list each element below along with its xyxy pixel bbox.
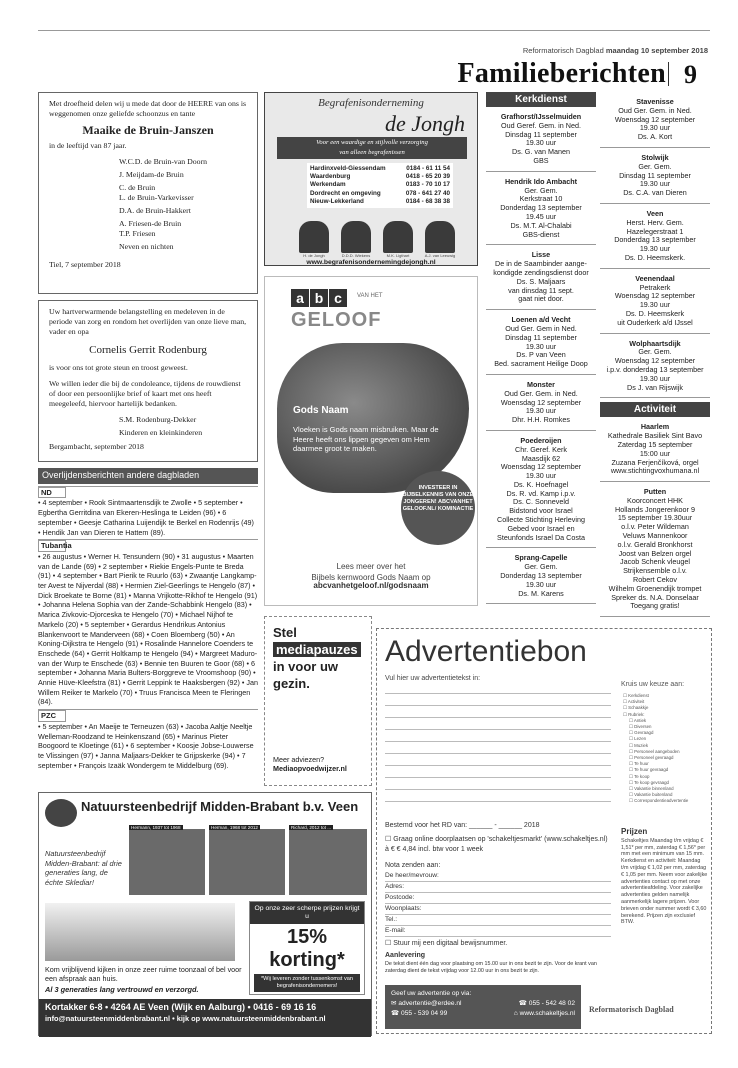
death-notice-bruin <box>38 92 258 294</box>
service-line: Chr. Geref. Kerk <box>515 444 567 454</box>
service-line: i.p.v. donderdag 13 september <box>606 364 704 374</box>
church-services-column-2 <box>600 92 710 617</box>
form-details <box>385 821 611 975</box>
service-entry <box>600 204 710 269</box>
signatory: A. Friesen-de Bruin <box>119 219 182 228</box>
deceased-name: Cornelis Gerrit Rodenburg <box>89 344 207 356</box>
service-place: Sprang-Capelle <box>514 553 568 563</box>
promo-note: *Wij leveren zonder tussenkomst van begrafenisondernemers! <box>254 974 360 992</box>
location-row: Nieuw-Lekkerland 0184 - 68 38 38 <box>310 197 450 205</box>
location-row: Werkendam 0183 - 70 10 17 <box>310 181 450 189</box>
service-line: Oud Ger. Gem in Ned. <box>505 323 577 333</box>
service-line: kondigde zendingsdienst door <box>493 267 589 277</box>
stonemason-logo-icon <box>45 799 77 827</box>
online-checkbox[interactable]: ☐ Graag online doorplaatsen op 'schakeltjesmarkt' (www.schakeltjes.nl) à € € 4,84 incl. btw voor 1 week <box>385 836 608 853</box>
deceased-name: Maaike de Bruin-Janszen <box>82 123 214 137</box>
rubriek-option[interactable]: ☐ Te huur gevraagd <box>629 767 669 773</box>
form-field[interactable]: E-mail: <box>385 926 611 937</box>
more-line-1: Lees meer over het <box>336 562 406 571</box>
service-line: 15 september 19.30uur <box>617 513 693 523</box>
service-line: Oud Geref. Gem. in Ned. <box>501 120 581 130</box>
service-line: Joost van Belzen orgel <box>618 548 692 558</box>
section-title: Familieberichten <box>457 58 666 89</box>
ad-slogan: Natuursteenbedrijf Midden-Brabant: al drie generaties lang, de échte Sklediar! <box>45 849 122 887</box>
form-field[interactable]: Woonplaats: <box>385 904 611 915</box>
service-place: Grafhorst/IJsselmuiden <box>500 112 582 121</box>
service-place: Stavenisse <box>636 97 674 106</box>
service-line: Ds. M. Karens <box>518 588 564 598</box>
photo-caption: Richard, 2012 tot ... <box>291 825 332 830</box>
media-url[interactable]: Mediaopvoedwijzer.nl <box>273 764 347 773</box>
photo-herman <box>209 829 285 895</box>
signatory: Kinderen en kleinkinderen <box>119 428 203 437</box>
signatory: W.C.D. de Bruin-van Doorn <box>119 157 208 166</box>
region-label: ND <box>38 486 258 499</box>
service-line: Ds J. van Rijswijk <box>627 382 683 392</box>
choice-list <box>623 693 709 805</box>
region-label: Tubantia <box>38 539 258 552</box>
rubriek-option[interactable]: ☐ Correspondentieadvertentie <box>629 798 689 804</box>
service-line: Zuzana Ferjenčíková, orgel <box>611 457 699 467</box>
service-line: Hollands Jongerenkoor 9 <box>615 504 695 514</box>
header-publication-date: Reformatorisch Dagblad maandag 10 september 2018 <box>522 46 708 55</box>
signatory: T.P. Friesen <box>119 229 156 238</box>
kerkdienst-heading: Kerkdienst <box>486 92 596 107</box>
service-line: 19.30 uur <box>639 244 671 254</box>
ad-text-line[interactable] <box>385 801 611 802</box>
service-place: Wolphaartsdijk <box>629 338 681 348</box>
service-line: 15:00 uur <box>639 448 671 458</box>
choice-option[interactable]: ☐ Rubriek: <box>623 711 645 717</box>
service-line: Woensdag 12 september <box>500 397 582 407</box>
service-line: Donderdag 13 september <box>500 203 582 213</box>
choice-option[interactable]: ☐ Schaakkje <box>623 705 649 711</box>
logo-letter: a <box>291 289 309 307</box>
service-place: Putten <box>643 487 667 497</box>
service-line: Ger. Gem. <box>638 161 672 171</box>
ad-text-line[interactable] <box>385 717 611 718</box>
service-line: 19.30 uur <box>639 123 671 133</box>
service-place: Loenen a/d Vecht <box>511 315 571 325</box>
service-line: Donderdag 13 september <box>500 571 582 581</box>
service-line: 19.45 uur <box>525 211 557 221</box>
service-line: GBS <box>533 155 549 165</box>
tagline-1: Voor een waardige en stijlvolle verzorging <box>316 139 428 146</box>
service-entry <box>486 172 596 246</box>
form-field[interactable]: De heer/mevrouw: <box>385 871 611 882</box>
service-entry <box>600 269 710 334</box>
prices-text: Schakeltjes Maandag t/m vrijdag € 1,51* per mm, zaterdag € 1,56* per mm met een minimum van 15 mm. Kerkdienst en activiteit: Maandag t/m vrijdag € 1,02 per mm, zaterdag € 1,05 per mm. Neem voor zakelijke advertenties contact op met onze advertentieafdeling. Voor zakelijke advertenties gelden namelijk aanmerkelijk lagere prijzen. Voor brieven onder nummer wordt € 3,60 berekend. Prijzen zijn exclusief BTW. <box>621 837 708 926</box>
service-line: Oud Ger. Gem. in Ned. <box>504 388 578 398</box>
logo-letter: b <box>310 289 328 307</box>
service-line: 19.30 uur <box>525 579 557 589</box>
logo-geloof: GELOOF <box>291 309 382 331</box>
person-caption: D.D.D. Wiekens <box>341 253 371 258</box>
service-place: Poederoijen <box>520 435 562 445</box>
service-place: Veen <box>646 208 664 218</box>
media-line-3: in voor uw <box>273 659 338 674</box>
ad-tagline <box>277 137 467 159</box>
contact-heading: Geef uw advertentie op via: <box>391 990 472 997</box>
photo-richard <box>289 829 367 895</box>
service-entry <box>486 107 596 172</box>
service-line: Woensdag 12 september <box>500 462 582 472</box>
signatory: J. Meijdam-de Bruin <box>119 170 184 179</box>
service-line: GBS-dienst <box>522 229 560 239</box>
service-line: 19.30 uur <box>639 179 671 189</box>
service-line: 19.30 uur <box>639 373 671 383</box>
signatory: L. de Bruin-Varkevisser <box>119 193 194 202</box>
church-services-column <box>486 92 596 604</box>
service-line: Ds. R. vd. Kamp i.p.v. <box>506 488 576 498</box>
gravestones-image <box>45 903 235 961</box>
ad-title: Natuursteenbedrijf Midden-Brabant b.v. Veen <box>81 799 359 814</box>
media-question <box>273 755 347 773</box>
tagline-2: van alleen begrafenissen <box>339 149 405 156</box>
natuursteen-ad <box>38 792 372 1036</box>
service-entry <box>600 417 710 482</box>
obituaries-other-papers <box>38 468 258 770</box>
service-entry <box>486 310 596 375</box>
abc-url[interactable]: abcvanhetgeloof.nl/godsnaam <box>313 581 429 590</box>
locations-table <box>307 163 453 208</box>
form-instruction: Vul hier uw advertentietekst in: <box>385 675 481 682</box>
service-entry <box>486 375 596 431</box>
service-line: Dinsdag 11 september <box>505 332 577 342</box>
activiteit-heading: Activiteit <box>600 402 710 417</box>
service-line: Gebed voor Israel en <box>507 523 575 533</box>
service-line: www.stichtingvoxhumana.nl <box>610 466 700 476</box>
notice-intro: Uw hartverwarmende belangstelling en medeleven in de periode van zorg en rondom het overlijden van onze lieve man, vader en opa <box>49 307 247 336</box>
notice-line: is voor ons tot grote steun en troost geweest. <box>49 363 188 372</box>
person-caption: A.J. van Leeuwig <box>424 253 456 258</box>
footer-links[interactable]: info@natuursteenmiddenbrabant.nl • kijk op www.natuursteenmiddenbrabant.nl <box>45 1014 326 1023</box>
notice-place-date: Tiel, 7 september 2018 <box>49 260 121 269</box>
rubriek-option[interactable]: ☐ Te huur <box>629 761 649 767</box>
ad-text-line[interactable] <box>385 729 611 730</box>
service-line: Oud Ger. Gem. in Ned. <box>618 105 692 115</box>
logo-letter: c <box>329 289 347 307</box>
service-place: Lisse <box>531 250 551 260</box>
obituaries-heading: Overlijdensberichten andere dagbladen <box>38 468 258 484</box>
service-line: 19.30 uur <box>525 471 557 481</box>
ad-company-name: de Jongh <box>384 111 465 136</box>
logo-van-het: VAN HET <box>357 293 383 299</box>
notice-signatories <box>49 157 247 252</box>
service-line: Ger. Gem. <box>638 347 672 357</box>
service-line: Wilhelm Groenendijk trompet <box>608 583 702 593</box>
service-line: o.l.v. Gerald Bronkhorst <box>617 539 693 549</box>
signatory: Neven en nichten <box>119 242 174 251</box>
thanks-notice-rodenburg <box>38 300 258 462</box>
ad-text-line[interactable] <box>385 777 611 778</box>
advertisement-form <box>376 628 712 1034</box>
region-text: • 5 september • An Maeije te Terneuzen (63) • Jacoba Aaltje Neeltje Welleman-Roodzand te Heinkenszand (65) • Marinus Pieter Boogoord te Kloetinge (61) • 6 september • Koosje Jobse-Louwerse te Vlissingen (97) • Janna Maljaars-Dekker te Grijpskerke (94) • 7 september • François Izaäk Wondergem te Middelburg (69). <box>38 721 254 770</box>
person-photo <box>425 221 455 253</box>
region-label: PZC <box>38 709 258 722</box>
signatory: D.A. de Bruin-Hakkert <box>119 206 191 215</box>
service-line: gaat niet door. <box>518 294 564 304</box>
aanlevering-text: De tekst dient één dag voor plaatsing om 15.00 uur in ons bezit te zijn. Voor de krant van zaterdag dient de tekst vrijdag voor 12.00 uur in ons bezit te zijn. <box>385 961 597 974</box>
service-line: Ds. A. Kort <box>637 132 673 142</box>
service-place: Haarlem <box>640 422 670 432</box>
service-line: Ds. S. Maljaars <box>516 276 566 286</box>
service-line: 19.30 uur <box>639 300 671 310</box>
service-line: Hazelegerstraat 1 <box>626 226 684 236</box>
contact-row <box>391 999 575 1009</box>
rd-logo: Reformatorisch Dagblad <box>589 1005 674 1014</box>
media-line-2: mediapauzes <box>273 642 361 657</box>
service-line: Bed. sacrament Heilige Doop <box>494 359 588 369</box>
ad-generations: Al 3 generaties lang vertrouwd en verzorgd. <box>45 985 199 994</box>
form-field[interactable]: Postcode: <box>385 893 611 904</box>
notice-signatories <box>49 415 247 438</box>
service-entry <box>600 334 710 399</box>
service-line: Ds. M.T. Al-Chalabi <box>510 220 572 230</box>
service-line: Woensdag 12 september <box>614 291 696 301</box>
ad-text-line[interactable] <box>385 789 611 790</box>
service-line: 19.30 uur <box>525 138 557 148</box>
service-line: Donderdag 13 september <box>614 235 696 245</box>
service-line: Koorconcert HHK <box>627 495 683 505</box>
service-line: Dinsdag 11 september <box>619 170 691 180</box>
rubriek-option[interactable]: ☐ Gevraagd <box>629 730 654 736</box>
service-place: Veenendaal <box>635 273 675 283</box>
rubriek-option[interactable]: ☐ Lezen <box>629 736 647 742</box>
invest-badge: INVESTEER IN BIJBELKENNIS VAN ONZE JONGEREN! ABCVANHET GELOOF.NL/ KOMINACTIE <box>401 471 475 545</box>
rubriek-option[interactable]: ☐ Vakantie buitenland <box>629 792 673 798</box>
service-line: o.l.v. Peter Wildeman <box>621 522 689 532</box>
notice-line: We willen ieder die bij de condoleance, tijdens de rouwdienst of door een persoonlijke brief of kaart met ons heeft meegeleefd, hiervoor hartelijk bedanken. <box>49 379 241 408</box>
ad-title: Begrafenisonderneming <box>318 97 424 109</box>
rubriek-option[interactable]: ☐ Diversen <box>629 724 652 730</box>
web-link[interactable]: ⌂ www.schakeltjes.nl <box>513 1010 575 1017</box>
rubriek-option[interactable]: ☐ Vakantie binnenland <box>629 786 674 792</box>
service-line: Herst. Herv. Gem. <box>626 217 684 227</box>
person-caption: H. de Jongh <box>303 253 325 258</box>
rubriek-option[interactable]: ☐ Antiek <box>629 717 647 723</box>
service-line: Dhr. H.H. Romkes <box>512 415 570 425</box>
service-place: Monster <box>527 379 555 389</box>
region-text: • 4 september • Rook Sintmaartensdijk te Zwolle • 5 september • Egbertha Gerritdina van Ekeren-Heslinga te Leiden (96) • 6 september • Geesje Catharina Luijendijk te Berkel en Rodenrijs (49) • Hendik Jan van Dieren te Hattem (89). <box>38 498 254 537</box>
person-photo <box>299 221 329 253</box>
service-line: Bidstond voor Israel <box>509 506 573 516</box>
choice-heading: Kruis uw keuze aan: <box>621 681 685 688</box>
service-line: Ds. G. van Manen <box>512 147 570 157</box>
rubriek-option[interactable]: ☐ Te koop gevraagd <box>629 779 669 785</box>
service-line: Ger. Gem. <box>524 562 558 572</box>
ad-text-line[interactable] <box>385 753 611 754</box>
service-entry <box>486 245 596 310</box>
region-text: • 26 augustus • Werner H. Tensundern (90) • 31 augustus • Maarten van de Lande (69) • 2 september • Riekie Engels-Punte te Breda (91) • 4 september • Bart Pierik te Ruurlo (63) • Zwaantje Langkamp-ter Avest te Nijverdal (88) • Hermien Ziel-Geerlings te Hengelo (87) • Dick Broekate te Borne (81) • Manna Vrijkotte-Rikhof te Hengelo (91) • Johanna Helena Sophia van der Zande-Schabbink Hengelo (83) • Marica Zivkovic-Djorceska te Hengelo (70) • Michael Nijhof te Markelo (20) • 5 september • Gerardus Hendrikus Antonius Blankenvoort te Manderveen (68) • Coen Bloemberg (50) • An Koning-Dijkstra te Hengelo (91) • Rosalinde Hannelore Coenders te Enschede (64) • Gerrit Holtkamp te Hengelo (94) • Margreet Maduro-van der Wurp te Enschede (63) • Bennie ten Buuren te Goor (68) • 6 september • Johanna Maria Bulters-Borggreve te Vroomshoop (90) • Annie Hüve-Kleefstra (81) • Gerrit Leppink te Haaksbergen (92) • Jan Willem Reiker te Markelo (70) • Truus Francisca Meen te Fleringen (84). <box>38 551 258 707</box>
rubriek-option[interactable]: ☐ Muziek <box>629 742 649 748</box>
abc-more <box>265 561 477 583</box>
service-entry <box>600 92 710 148</box>
location-row: Hardinxveld-Giessendam 0184 - 61 11 54 <box>310 165 450 172</box>
photo-caption: Hermann, 1937 tot 1968 <box>131 825 181 830</box>
service-line: Petrakerk <box>639 282 671 292</box>
media-q1: Meer adviezen? <box>273 755 325 764</box>
photo-hermann <box>129 829 205 895</box>
service-line: Ds. C. Sonneveld <box>513 497 569 507</box>
service-line: Maasdijk 62 <box>521 453 561 463</box>
promo-top: Op onze zeer scherpe prijzen krijgt u <box>250 902 364 924</box>
prices-heading: Prijzen <box>621 827 648 836</box>
page-number: 9 <box>684 60 697 89</box>
phone-link[interactable]: ☎ 055 - 539 04 99 <box>391 1010 448 1017</box>
notice-place-date: Bergambacht, september 2018 <box>49 442 144 451</box>
ad-text-line[interactable] <box>385 765 611 766</box>
service-place: Hendrik Ido Ambacht <box>504 176 577 186</box>
footer-address: Kortakker 6-8 • 4264 AE Veen (Wijk en Aalburg) • 0416 - 69 16 16 <box>45 1002 317 1012</box>
photo-caption: Herman, 1968 tot 2012 <box>211 825 258 830</box>
service-line: Strijkensemble o.l.v. <box>623 566 687 576</box>
media-line-1: Stel <box>273 625 297 640</box>
service-entry <box>600 148 710 204</box>
proof-checkbox[interactable]: ☐ Stuur mij een digitaal bewijsnummer. <box>385 940 508 947</box>
service-line: Ds. D. Heemskerk. <box>624 252 686 262</box>
person-caption: M.K. Ligthart <box>386 253 410 258</box>
service-line: Robert Cekov <box>633 575 677 585</box>
aanlevering-heading: Aanlevering <box>385 952 426 959</box>
rubriek-option[interactable]: ☐ Personeel gevraagd <box>629 755 674 761</box>
media-line-4: gezin. <box>273 676 310 691</box>
service-line: Spreker ds. N.A. Donselaar <box>611 592 699 602</box>
ad-footer <box>39 999 371 1037</box>
form-title: Advertentiebon <box>385 635 587 668</box>
person-photo <box>341 221 371 253</box>
service-entry <box>486 431 596 549</box>
top-rule <box>38 30 710 31</box>
service-line: Jacob Schenk vleugel <box>620 557 690 567</box>
notice-intro: Met droefheid delen wij u mede dat door de HEERE van ons is weggenomen onze geliefde schoonzus en tante <box>49 99 247 118</box>
service-line: Kathedrale Basiliek Sint Bavo <box>607 431 703 441</box>
service-line: Ds. P van Veen <box>516 350 566 360</box>
service-line: uit Ouderkerk a/d IJssel <box>617 317 693 327</box>
choice-option[interactable]: ☐ Activiteit <box>623 699 645 705</box>
ad-text-line[interactable] <box>385 741 611 742</box>
rubriek-option[interactable]: ☐ Personeel aangeboden <box>629 748 680 754</box>
service-line: van dinsdag 11 sept. <box>508 285 574 295</box>
ad-invite: Kom vrijblijvend kijken in onze zeer ruime toonzaal of bel voor een afspraak aan huis. <box>45 965 242 983</box>
service-place: Stolwijk <box>641 152 669 162</box>
service-line: Zaterdag 15 september <box>617 439 693 449</box>
choice-option[interactable]: ☐ Kerkdienst <box>623 693 649 698</box>
abc-heading: Gods Naam <box>293 405 349 416</box>
mediapauzes-ad <box>264 616 372 786</box>
abc-logo <box>291 289 348 308</box>
form-field[interactable]: Tel.: <box>385 915 611 926</box>
service-line: Veluws Mannenkoor <box>622 531 688 541</box>
service-line: Ds. K. Hoefnagel <box>513 479 569 489</box>
service-line: Ds. D. Heemskerk <box>625 308 685 318</box>
location-row: Waardenburg 0418 - 65 20 39 <box>310 173 450 181</box>
contact-row <box>391 1009 575 1019</box>
more-line-2: Bijbels kernwoord Gods Naam op <box>311 573 431 582</box>
service-line: Collecte Stichting Herleving <box>497 515 585 525</box>
service-line: Kerkstraat 10 <box>519 194 563 204</box>
service-line: Ger. Gem. <box>524 185 558 195</box>
signatory: C. de Bruin <box>119 183 156 192</box>
service-line: De in de Saambinder aange- <box>495 259 587 269</box>
service-entry <box>486 548 596 604</box>
abc-geloof-ad <box>264 276 478 606</box>
service-line: Ds. C.A. van Dieren <box>623 188 687 198</box>
service-line: Dinsdag 11 september <box>505 129 577 139</box>
funeral-ad-de-jongh <box>264 92 478 266</box>
contact-box <box>385 985 581 1029</box>
service-line: Steunfonds Israel Da Costa <box>497 532 585 542</box>
person-photo <box>383 221 413 253</box>
service-entry <box>600 482 710 617</box>
ad-url[interactable]: www.begrafenisondernemingdejongh.nl <box>306 259 436 266</box>
location-row: Dordrecht en omgeving 078 - 641 27 40 <box>310 189 450 197</box>
phone-link[interactable]: ☎ 055 - 542 48 02 <box>518 1000 575 1007</box>
service-line: Woensdag 12 september <box>614 114 696 124</box>
ad-text-line[interactable] <box>385 693 611 694</box>
service-line: Toegang gratis! <box>630 601 680 611</box>
ad-text-line[interactable] <box>385 705 611 706</box>
abc-text: Vloeken is Gods naam misbruiken. Maar de Heere heeft ons lippen gegeven om Hem daarmee groot te maken. <box>293 425 439 453</box>
form-field[interactable]: Adres: <box>385 882 611 893</box>
service-line: Woensdag 12 september <box>614 356 696 366</box>
rubriek-option[interactable]: ☐ Te koop <box>629 773 650 779</box>
notice-age: in de leeftijd van 87 jaar. <box>49 141 127 150</box>
email-link[interactable]: ✉ advertentie@erdee.nl <box>391 1000 462 1007</box>
prices-box <box>621 829 709 926</box>
header-divider <box>668 62 669 86</box>
promo-percentage: 15% korting* <box>269 926 345 971</box>
nota-heading: Nota zenden aan: <box>385 862 441 869</box>
service-line: 19.30 uur <box>525 341 557 351</box>
discount-promo <box>249 901 365 995</box>
destined-for[interactable]: Bestemd voor het RD van: ______ - ______ 2018 <box>385 822 540 829</box>
service-line: 19.30 uur <box>525 406 557 416</box>
signatory: S.M. Rodenburg-Dekker <box>119 415 197 424</box>
